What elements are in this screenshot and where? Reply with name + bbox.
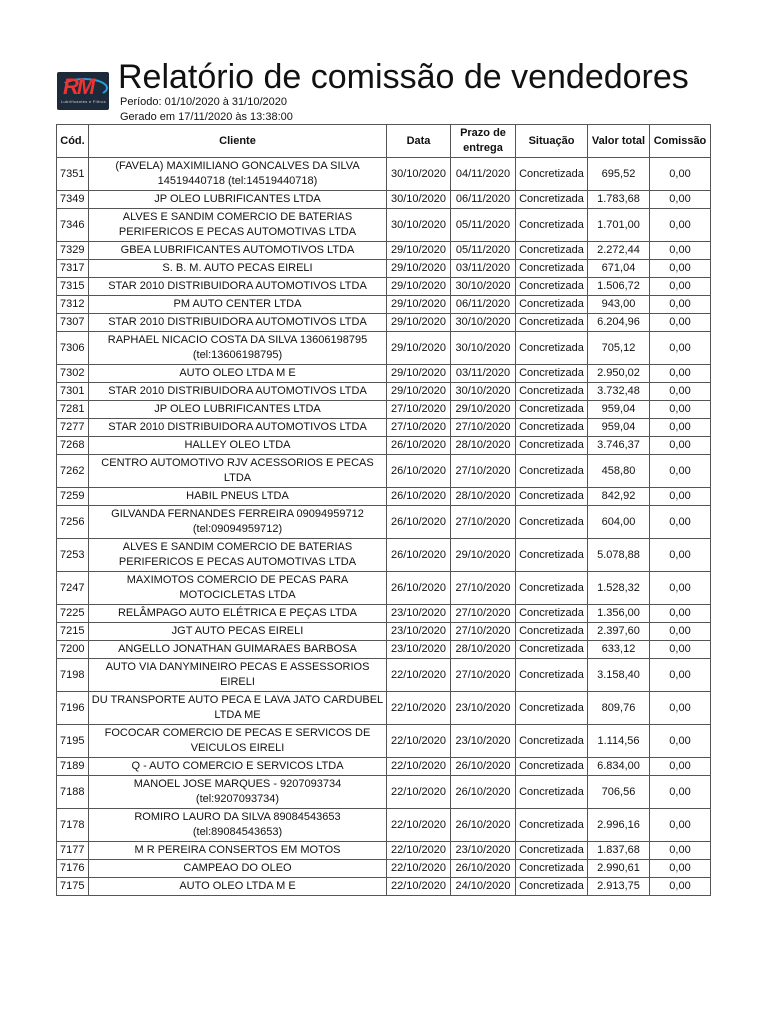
cell-valor: 1.114,56 (588, 725, 650, 758)
table-row (57, 878, 711, 896)
cell-data: 29/10/2020 (387, 278, 451, 296)
cell-cod: 7307 (57, 314, 89, 332)
cell-comissao: 0,00 (650, 809, 711, 842)
cell-cod: 7312 (57, 296, 89, 314)
cell-comissao: 0,00 (650, 278, 711, 296)
cell-prazo: 06/11/2020 (451, 191, 516, 209)
col-header-cod: Cód. (57, 125, 89, 158)
cell-data: 23/10/2020 (387, 623, 451, 641)
cell-data: 29/10/2020 (387, 242, 451, 260)
cell-prazo: 29/10/2020 (451, 539, 516, 572)
cell-cliente: HABIL PNEUS LTDA (89, 488, 387, 506)
cell-valor: 1.701,00 (588, 209, 650, 242)
cell-comissao: 0,00 (650, 776, 711, 809)
cell-cliente: Q - AUTO COMERCIO E SERVICOS LTDA (89, 758, 387, 776)
cell-cod: 7178 (57, 809, 89, 842)
table-row (57, 209, 711, 242)
cell-cod: 7256 (57, 506, 89, 539)
cell-cod: 7225 (57, 605, 89, 623)
cell-comissao: 0,00 (650, 692, 711, 725)
cell-prazo: 03/11/2020 (451, 260, 516, 278)
table-row (57, 758, 711, 776)
cell-valor: 1.837,68 (588, 842, 650, 860)
cell-cliente: (FAVELA) MAXIMILIANO GONCALVES DA SILVA 14519440718 (tel:14519440718) (89, 158, 387, 191)
cell-data: 22/10/2020 (387, 878, 451, 896)
cell-data: 22/10/2020 (387, 860, 451, 878)
cell-valor: 705,12 (588, 332, 650, 365)
cell-valor: 2.397,60 (588, 623, 650, 641)
table-row (57, 860, 711, 878)
cell-valor: 671,04 (588, 260, 650, 278)
table-row (57, 158, 711, 191)
cell-data: 29/10/2020 (387, 383, 451, 401)
cell-cod: 7247 (57, 572, 89, 605)
cell-situacao: Concretizada (516, 488, 588, 506)
cell-prazo: 27/10/2020 (451, 572, 516, 605)
col-header-data: Data (387, 125, 451, 158)
cell-comissao: 0,00 (650, 488, 711, 506)
table-row (57, 725, 711, 758)
table-row (57, 623, 711, 641)
cell-cod: 7317 (57, 260, 89, 278)
company-logo (57, 72, 109, 110)
cell-data: 29/10/2020 (387, 314, 451, 332)
table-row (57, 365, 711, 383)
cell-cod: 7315 (57, 278, 89, 296)
col-header-comissao: Comissão (650, 125, 711, 158)
cell-data: 22/10/2020 (387, 842, 451, 860)
cell-cod: 7302 (57, 365, 89, 383)
cell-valor: 809,76 (588, 692, 650, 725)
cell-prazo: 28/10/2020 (451, 437, 516, 455)
cell-valor: 604,00 (588, 506, 650, 539)
cell-valor: 1.783,68 (588, 191, 650, 209)
cell-prazo: 27/10/2020 (451, 506, 516, 539)
cell-data: 22/10/2020 (387, 758, 451, 776)
cell-cliente: RELÂMPAGO AUTO ELÉTRICA E PEÇAS LTDA (89, 605, 387, 623)
cell-prazo: 26/10/2020 (451, 860, 516, 878)
cell-situacao: Concretizada (516, 314, 588, 332)
cell-data: 23/10/2020 (387, 605, 451, 623)
cell-situacao: Concretizada (516, 419, 588, 437)
cell-situacao: Concretizada (516, 437, 588, 455)
table-row (57, 401, 711, 419)
cell-valor: 6.204,96 (588, 314, 650, 332)
cell-valor: 3.746,37 (588, 437, 650, 455)
cell-comissao: 0,00 (650, 314, 711, 332)
cell-prazo: 05/11/2020 (451, 242, 516, 260)
cell-comissao: 0,00 (650, 455, 711, 488)
table-header-row (57, 125, 711, 158)
cell-cod: 7346 (57, 209, 89, 242)
cell-situacao: Concretizada (516, 641, 588, 659)
cell-prazo: 28/10/2020 (451, 641, 516, 659)
cell-cliente: STAR 2010 DISTRIBUIDORA AUTOMOTIVOS LTDA (89, 278, 387, 296)
cell-data: 26/10/2020 (387, 437, 451, 455)
cell-cliente: JGT AUTO PECAS EIRELI (89, 623, 387, 641)
cell-valor: 695,52 (588, 158, 650, 191)
cell-cliente: AUTO OLEO LTDA M E (89, 365, 387, 383)
col-header-valor: Valor total (588, 125, 650, 158)
cell-cliente: ROMIRO LAURO DA SILVA 89084543653 (tel:89084543653) (89, 809, 387, 842)
table-row (57, 242, 711, 260)
cell-situacao: Concretizada (516, 878, 588, 896)
cell-data: 27/10/2020 (387, 419, 451, 437)
table-row (57, 260, 711, 278)
cell-situacao: Concretizada (516, 572, 588, 605)
cell-comissao: 0,00 (650, 437, 711, 455)
cell-cliente: RAPHAEL NICACIO COSTA DA SILVA 13606198795 (tel:13606198795) (89, 332, 387, 365)
cell-cod: 7196 (57, 692, 89, 725)
cell-cliente: STAR 2010 DISTRIBUIDORA AUTOMOTIVOS LTDA (89, 419, 387, 437)
cell-comissao: 0,00 (650, 860, 711, 878)
cell-comissao: 0,00 (650, 641, 711, 659)
cell-cod: 7329 (57, 242, 89, 260)
cell-cod: 7198 (57, 659, 89, 692)
cell-cliente: ALVES E SANDIM COMERCIO DE BATERIAS PERIFERICOS E PECAS AUTOMOTIVAS LTDA (89, 209, 387, 242)
cell-valor: 706,56 (588, 776, 650, 809)
cell-comissao: 0,00 (650, 365, 711, 383)
cell-comissao: 0,00 (650, 539, 711, 572)
cell-comissao: 0,00 (650, 209, 711, 242)
cell-valor: 3.158,40 (588, 659, 650, 692)
cell-cod: 7262 (57, 455, 89, 488)
cell-comissao: 0,00 (650, 623, 711, 641)
cell-prazo: 23/10/2020 (451, 692, 516, 725)
cell-prazo: 27/10/2020 (451, 659, 516, 692)
cell-cod: 7195 (57, 725, 89, 758)
table-row (57, 809, 711, 842)
cell-cliente: HALLEY OLEO LTDA (89, 437, 387, 455)
cell-comissao: 0,00 (650, 332, 711, 365)
cell-cliente: GILVANDA FERNANDES FERREIRA 09094959712 (tel:09094959712) (89, 506, 387, 539)
cell-cod: 7189 (57, 758, 89, 776)
col-header-prazo: Prazo de entrega (451, 125, 516, 158)
table-row (57, 488, 711, 506)
cell-cliente: AUTO VIA DANYMINEIRO PECAS E ASSESSORIOS EIRELI (89, 659, 387, 692)
cell-data: 26/10/2020 (387, 455, 451, 488)
cell-cod: 7349 (57, 191, 89, 209)
cell-cliente: STAR 2010 DISTRIBUIDORA AUTOMOTIVOS LTDA (89, 383, 387, 401)
cell-prazo: 24/10/2020 (451, 878, 516, 896)
cell-prazo: 26/10/2020 (451, 809, 516, 842)
cell-situacao: Concretizada (516, 455, 588, 488)
cell-situacao: Concretizada (516, 365, 588, 383)
cell-situacao: Concretizada (516, 842, 588, 860)
report-period: Período: 01/10/2020 à 31/10/2020 (120, 96, 287, 108)
col-header-cliente: Cliente (89, 125, 387, 158)
cell-valor: 5.078,88 (588, 539, 650, 572)
cell-cliente: S. B. M. AUTO PECAS EIRELI (89, 260, 387, 278)
cell-comissao: 0,00 (650, 260, 711, 278)
cell-data: 22/10/2020 (387, 725, 451, 758)
cell-situacao: Concretizada (516, 209, 588, 242)
cell-cliente: MAXIMOTOS COMERCIO DE PECAS PARA MOTOCICLETAS LTDA (89, 572, 387, 605)
table-row (57, 455, 711, 488)
cell-comissao: 0,00 (650, 605, 711, 623)
cell-data: 29/10/2020 (387, 260, 451, 278)
cell-comissao: 0,00 (650, 572, 711, 605)
table-row (57, 191, 711, 209)
cell-situacao: Concretizada (516, 623, 588, 641)
report-title: Relatório de comissão de vendedores (118, 58, 689, 96)
cell-comissao: 0,00 (650, 506, 711, 539)
table-row (57, 437, 711, 455)
cell-valor: 633,12 (588, 641, 650, 659)
cell-situacao: Concretizada (516, 692, 588, 725)
cell-prazo: 27/10/2020 (451, 623, 516, 641)
cell-cliente: M R PEREIRA CONSERTOS EM MOTOS (89, 842, 387, 860)
cell-situacao: Concretizada (516, 401, 588, 419)
cell-prazo: 28/10/2020 (451, 488, 516, 506)
cell-situacao: Concretizada (516, 758, 588, 776)
cell-cod: 7188 (57, 776, 89, 809)
cell-cliente: CENTRO AUTOMOTIVO RJV ACESSORIOS E PECAS LTDA (89, 455, 387, 488)
cell-situacao: Concretizada (516, 659, 588, 692)
cell-cod: 7200 (57, 641, 89, 659)
cell-valor: 943,00 (588, 296, 650, 314)
cell-cod: 7281 (57, 401, 89, 419)
cell-valor: 959,04 (588, 401, 650, 419)
cell-cod: 7277 (57, 419, 89, 437)
table-row (57, 278, 711, 296)
cell-situacao: Concretizada (516, 296, 588, 314)
table-row (57, 332, 711, 365)
cell-data: 30/10/2020 (387, 209, 451, 242)
cell-situacao: Concretizada (516, 605, 588, 623)
cell-cod: 7176 (57, 860, 89, 878)
cell-valor: 959,04 (588, 419, 650, 437)
cell-cliente: DU TRANSPORTE AUTO PECA E LAVA JATO CARDUBEL LTDA ME (89, 692, 387, 725)
cell-situacao: Concretizada (516, 776, 588, 809)
cell-cod: 7175 (57, 878, 89, 896)
report-generated: Gerado em 17/11/2020 às 13:38:00 (120, 111, 293, 123)
table-row (57, 539, 711, 572)
cell-situacao: Concretizada (516, 383, 588, 401)
cell-data: 29/10/2020 (387, 296, 451, 314)
cell-cod: 7177 (57, 842, 89, 860)
cell-cod: 7306 (57, 332, 89, 365)
cell-prazo: 27/10/2020 (451, 605, 516, 623)
cell-cliente: ANGELLO JONATHAN GUIMARAES BARBOSA (89, 641, 387, 659)
cell-situacao: Concretizada (516, 539, 588, 572)
cell-prazo: 06/11/2020 (451, 296, 516, 314)
cell-situacao: Concretizada (516, 158, 588, 191)
cell-cliente: FOCOCAR COMERCIO DE PECAS E SERVICOS DE VEICULOS EIRELI (89, 725, 387, 758)
cell-comissao: 0,00 (650, 383, 711, 401)
cell-valor: 458,80 (588, 455, 650, 488)
cell-comissao: 0,00 (650, 758, 711, 776)
cell-prazo: 05/11/2020 (451, 209, 516, 242)
cell-situacao: Concretizada (516, 860, 588, 878)
cell-comissao: 0,00 (650, 296, 711, 314)
cell-cliente: JP OLEO LUBRIFICANTES LTDA (89, 191, 387, 209)
cell-cod: 7301 (57, 383, 89, 401)
table-row (57, 314, 711, 332)
cell-prazo: 30/10/2020 (451, 332, 516, 365)
cell-data: 26/10/2020 (387, 539, 451, 572)
cell-cod: 7215 (57, 623, 89, 641)
cell-prazo: 04/11/2020 (451, 158, 516, 191)
cell-data: 26/10/2020 (387, 572, 451, 605)
cell-cliente: AUTO OLEO LTDA M E (89, 878, 387, 896)
cell-situacao: Concretizada (516, 506, 588, 539)
cell-valor: 1.356,00 (588, 605, 650, 623)
cell-cod: 7351 (57, 158, 89, 191)
cell-valor: 2.913,75 (588, 878, 650, 896)
cell-prazo: 26/10/2020 (451, 758, 516, 776)
table-row (57, 605, 711, 623)
cell-prazo: 26/10/2020 (451, 776, 516, 809)
cell-prazo: 29/10/2020 (451, 401, 516, 419)
cell-situacao: Concretizada (516, 242, 588, 260)
cell-cliente: ALVES E SANDIM COMERCIO DE BATERIAS PERIFERICOS E PECAS AUTOMOTIVAS LTDA (89, 539, 387, 572)
cell-data: 23/10/2020 (387, 641, 451, 659)
cell-prazo: 03/11/2020 (451, 365, 516, 383)
cell-comissao: 0,00 (650, 659, 711, 692)
cell-comissao: 0,00 (650, 401, 711, 419)
cell-valor: 842,92 (588, 488, 650, 506)
cell-cod: 7268 (57, 437, 89, 455)
cell-comissao: 0,00 (650, 842, 711, 860)
cell-comissao: 0,00 (650, 419, 711, 437)
cell-comissao: 0,00 (650, 242, 711, 260)
cell-valor: 6.834,00 (588, 758, 650, 776)
cell-comissao: 0,00 (650, 158, 711, 191)
table-row (57, 296, 711, 314)
cell-valor: 2.990,61 (588, 860, 650, 878)
cell-prazo: 30/10/2020 (451, 383, 516, 401)
cell-cod: 7253 (57, 539, 89, 572)
cell-situacao: Concretizada (516, 725, 588, 758)
table-row (57, 659, 711, 692)
cell-cliente: GBEA LUBRIFICANTES AUTOMOTIVOS LTDA (89, 242, 387, 260)
cell-comissao: 0,00 (650, 191, 711, 209)
cell-data: 30/10/2020 (387, 191, 451, 209)
cell-cliente: JP OLEO LUBRIFICANTES LTDA (89, 401, 387, 419)
cell-cliente: MANOEL JOSE MARQUES - 9207093734 (tel:9207093734) (89, 776, 387, 809)
cell-valor: 1.528,32 (588, 572, 650, 605)
cell-cliente: STAR 2010 DISTRIBUIDORA AUTOMOTIVOS LTDA (89, 314, 387, 332)
cell-cod: 7259 (57, 488, 89, 506)
cell-data: 26/10/2020 (387, 506, 451, 539)
cell-valor: 2.950,02 (588, 365, 650, 383)
cell-comissao: 0,00 (650, 725, 711, 758)
cell-situacao: Concretizada (516, 191, 588, 209)
table-row (57, 572, 711, 605)
cell-data: 22/10/2020 (387, 692, 451, 725)
cell-prazo: 30/10/2020 (451, 314, 516, 332)
cell-comissao: 0,00 (650, 878, 711, 896)
cell-data: 27/10/2020 (387, 401, 451, 419)
logo-mark: RM (63, 74, 94, 99)
table-row (57, 383, 711, 401)
cell-data: 22/10/2020 (387, 809, 451, 842)
cell-data: 22/10/2020 (387, 659, 451, 692)
cell-situacao: Concretizada (516, 809, 588, 842)
cell-prazo: 27/10/2020 (451, 419, 516, 437)
cell-situacao: Concretizada (516, 278, 588, 296)
cell-data: 22/10/2020 (387, 776, 451, 809)
cell-cliente: PM AUTO CENTER LTDA (89, 296, 387, 314)
commission-table (56, 124, 711, 896)
cell-valor: 1.506,72 (588, 278, 650, 296)
cell-data: 26/10/2020 (387, 488, 451, 506)
logo-tagline: Lubrificantes e Filtros (61, 99, 106, 104)
table-row (57, 641, 711, 659)
cell-valor: 2.272,44 (588, 242, 650, 260)
cell-prazo: 23/10/2020 (451, 842, 516, 860)
table-row (57, 692, 711, 725)
cell-prazo: 23/10/2020 (451, 725, 516, 758)
table-row (57, 842, 711, 860)
cell-prazo: 30/10/2020 (451, 278, 516, 296)
table-row (57, 776, 711, 809)
cell-situacao: Concretizada (516, 332, 588, 365)
cell-valor: 2.996,16 (588, 809, 650, 842)
col-header-situacao: Situação (516, 125, 588, 158)
cell-cliente: CAMPEAO DO OLEO (89, 860, 387, 878)
cell-valor: 3.732,48 (588, 383, 650, 401)
cell-data: 29/10/2020 (387, 365, 451, 383)
table-row (57, 419, 711, 437)
table-row (57, 506, 711, 539)
cell-prazo: 27/10/2020 (451, 455, 516, 488)
cell-data: 30/10/2020 (387, 158, 451, 191)
cell-data: 29/10/2020 (387, 332, 451, 365)
cell-situacao: Concretizada (516, 260, 588, 278)
